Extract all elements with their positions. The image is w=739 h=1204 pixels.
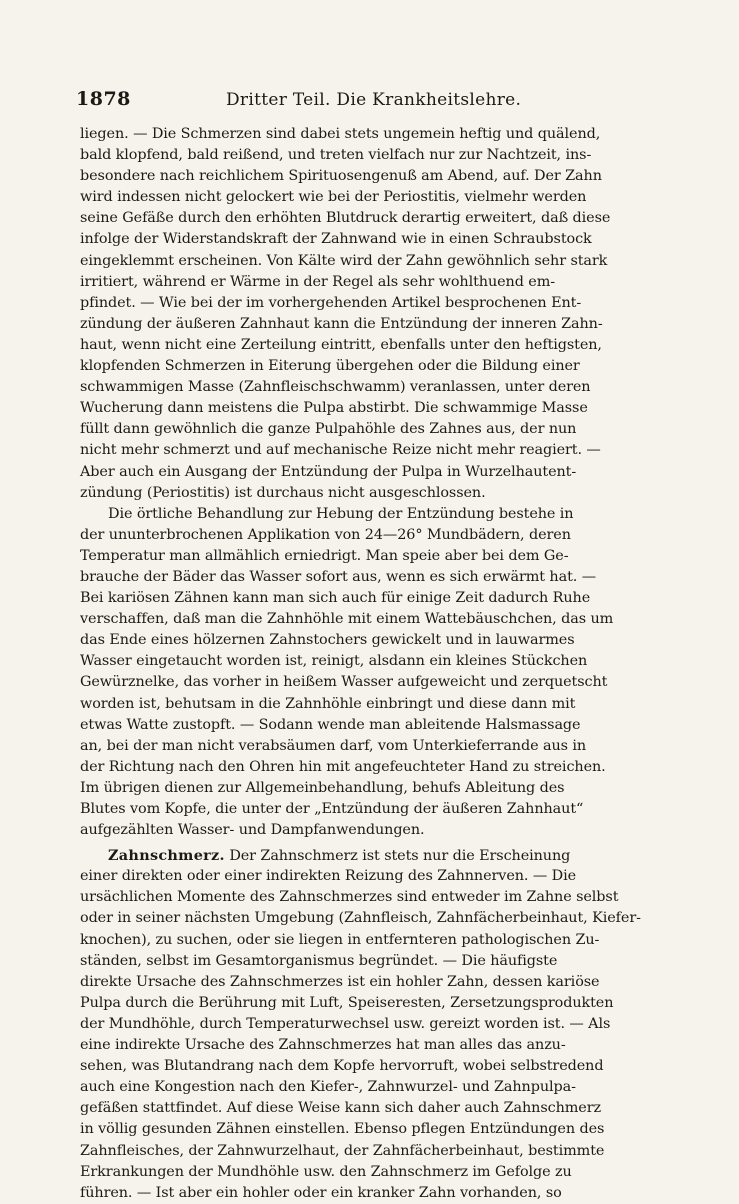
- text-line: klopfenden Schmerzen in Eiterung übergehen oder die Bildung einer: [80, 358, 580, 375]
- text-line: besondere nach reichlichem Spirituosengenuß am Abend, auf. Der Zahn: [80, 168, 602, 185]
- text-line: zündung der äußeren Zahnhaut kann die Entzündung der inneren Zahn-: [80, 315, 603, 332]
- text-line: pfindet. — Wie bei der im vorhergehenden Artikel besprochenen Ent-: [80, 294, 582, 311]
- text-line: Temperatur man allmählich erniedrigt. Man speie aber bei dem Ge-: [80, 547, 569, 564]
- text-line: aufgezählten Wasser- und Dampfanwendungen.: [80, 822, 425, 839]
- section-first-line-text: Der Zahnschmerz ist stets nur die Erscheinung: [229, 848, 571, 865]
- text-line: liegen. — Die Schmerzen sind dabei stets ungemein heftig und quälend,: [80, 126, 601, 142]
- text-line: Erkrankungen der Mundhöhle usw. den Zahnschmerz im Gefolge zu: [80, 1163, 572, 1180]
- text-line: füllt dann gewöhnlich die ganze Pulpahöhle des Zahnes aus, der nun: [80, 421, 577, 438]
- text-line: ursächlichen Momente des Zahnschmerzes sind entweder im Zahne selbst: [80, 889, 619, 906]
- text-line: führen. — Ist aber ein hohler oder ein kranker Zahn vorhanden, so: [80, 1184, 562, 1201]
- text-line: Bei kariösen Zähnen kann man sich auch für einige Zeit dadurch Ruhe: [80, 590, 591, 607]
- text-line: infolge der Widerstandskraft der Zahnwand wie in einen Schraubstock: [80, 231, 592, 248]
- text-line: einer direkten oder einer indirekten Reizung des Zahnnerven. — Die: [80, 868, 576, 885]
- text-line: nicht mehr schmerzt und auf mechanische Reize nicht mehr reagiert. —: [80, 442, 601, 459]
- text-line: Blutes vom Kopfe, die unter der „Entzündung der äußeren Zahnhaut“: [80, 801, 584, 817]
- text-line: der ununterbrochenen Applikation von 24—26° Mundbädern, deren: [80, 526, 571, 543]
- text-line: eine indirekte Ursache des Zahnschmerzes hat man alles das anzu-: [80, 1037, 566, 1054]
- text-line: auch eine Kongestion nach den Kiefer-, Zahnwurzel- und Zahnpulpa-: [80, 1079, 576, 1096]
- text-line: Wucherung dann meistens die Pulpa abstirbt. Die schwammige Masse: [80, 400, 588, 417]
- page-header: [76, 88, 666, 118]
- text-line: wird indessen nicht gelockert wie bei der Periostitis, vielmehr werden: [80, 189, 587, 206]
- text-line: das Ende eines hölzernen Zahnstochers gewickelt und in lauwarmes: [80, 632, 575, 649]
- text-line: der Mundhöhle, durch Temperaturwechsel usw. gereizt worden ist. — Als: [80, 1015, 611, 1032]
- body-text: [80, 124, 652, 1204]
- text-line: etwas Watte zustopft. — Sodann wende man ableitende Halsmassage: [80, 716, 581, 733]
- text-line: an, bei der man nicht verabsäumen darf, vom Unterkieferrande aus in: [80, 737, 587, 754]
- text-line: brauche der Bäder das Wasser sofort aus, wenn es sich erwärmt hat. —: [80, 568, 596, 585]
- running-title: Dritter Teil. Die Krankheitslehre.: [226, 90, 522, 110]
- text-line: Im übrigen dienen zur Allgemeinbehandlung, behufs Ableitung des: [80, 779, 565, 796]
- text-line: oder in seiner nächsten Umgebung (Zahnfleisch, Zahnfächerbeinhaut, Kiefer-: [80, 910, 641, 927]
- text-line: knochen), zu suchen, oder sie liegen in entfernteren pathologischen Zu-: [80, 931, 600, 948]
- text-line: Aber auch ein Ausgang der Entzündung der Pulpa in Wurzelhautent-: [80, 463, 577, 480]
- text-line: worden ist, behutsam in die Zahnhöhle einbringt und diese dann mit: [80, 695, 576, 712]
- text-line: direkte Ursache des Zahnschmerzes ist ein hohler Zahn, dessen kariöse: [80, 973, 600, 990]
- text-line: eingeklemmt erscheinen. Von Kälte wird der Zahn gewöhnlich sehr stark: [80, 252, 608, 269]
- page-number: 1878: [76, 88, 131, 110]
- section-first-line: [80, 845, 652, 866]
- text-line: verschaffen, daß man die Zahnhöhle mit einem Wattebäuschchen, das um: [80, 611, 614, 628]
- section-heading: Zahnschmerz.: [108, 847, 225, 865]
- text-line: irritiert, während er Wärme in der Regel als sehr wohlthuend em-: [80, 273, 556, 290]
- text-line: bald klopfend, bald reißend, und treten vielfach nur zur Nachtzeit, ins-: [80, 147, 592, 164]
- text-line: ständen, selbst im Gesamtorganismus begründet. — Die häufigste: [80, 952, 558, 969]
- text-line: seine Gefäße durch den erhöhten Blutdruck derartig erweitert, daß diese: [80, 210, 611, 227]
- text-line: zündung (Periostitis) ist durchaus nicht ausgeschlossen.: [80, 484, 486, 501]
- text-line: schwammigen Masse (Zahnfleischschwamm) veranlassen, unter deren: [80, 379, 591, 396]
- text-line: gefäßen stattfindet. Auf diese Weise kann sich daher auch Zahnschmerz: [80, 1100, 601, 1117]
- text-line: Gewürznelke, das vorher in heißem Wasser aufgeweicht und zerquetscht: [80, 674, 608, 691]
- text-line: in völlig gesunden Zähnen einstellen. Ebenso pflegen Entzündungen des: [80, 1121, 605, 1138]
- paragraph-first-line: Die örtliche Behandlung zur Hebung der Entzündung bestehe in: [108, 505, 574, 522]
- text-line: haut, wenn nicht eine Zerteilung eintritt, ebenfalls unter den heftigsten,: [80, 336, 602, 353]
- text-line: Wasser eingetaucht worden ist, reinigt, alsdann ein kleines Stückchen: [80, 653, 588, 670]
- text-line: sehen, was Blutandrang nach dem Kopfe hervorruft, wobei selbstredend: [80, 1058, 604, 1075]
- text-line: der Richtung nach den Ohren hin mit angefeuchteter Hand zu streichen.: [80, 758, 606, 775]
- text-line: Pulpa durch die Berührung mit Luft, Speiseresten, Zersetzungsprodukten: [80, 994, 614, 1011]
- text-line: Zahnfleisches, der Zahnwurzelhaut, der Zahnfächerbeinhaut, bestimmte: [80, 1142, 605, 1159]
